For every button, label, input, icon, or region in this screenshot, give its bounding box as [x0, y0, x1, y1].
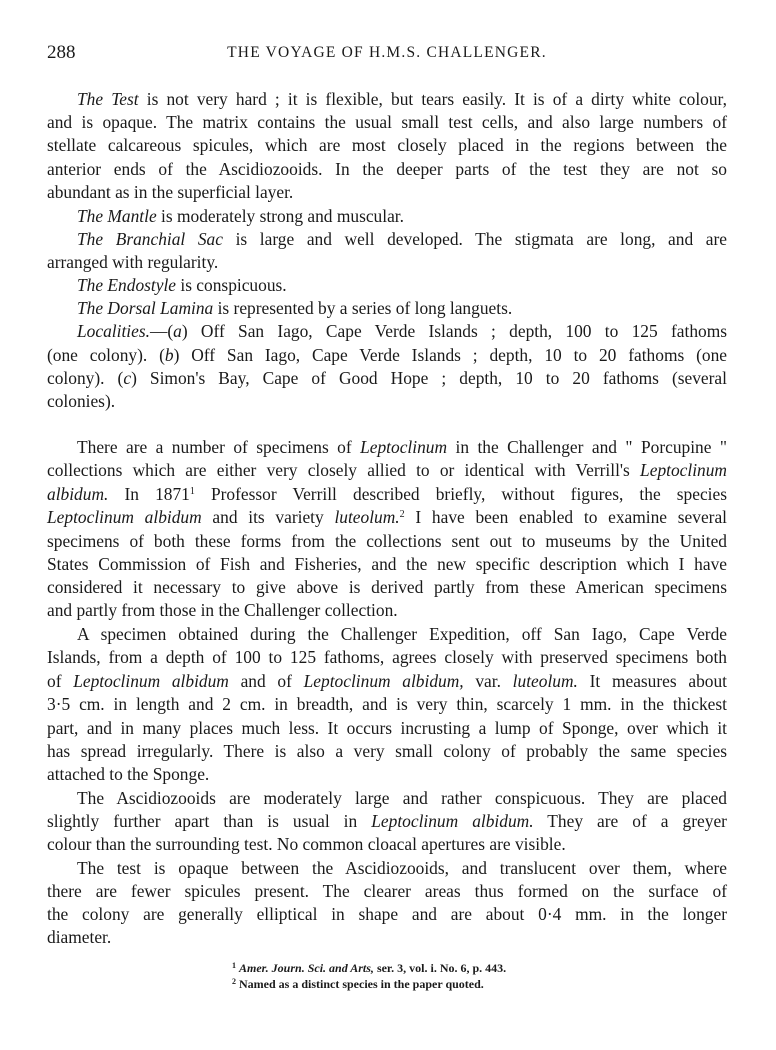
- p1-line-2: collections which are either very closely allied to or identical with Verrill's Leptoclinum: [47, 460, 727, 480]
- p1-line-3: albidum. In 1871$^1$ Professor Verrill described briefly, without figures, the species: [47, 484, 727, 504]
- p1-line-8: and partly from those in the Challenger collection.: [47, 600, 398, 620]
- localities-line-4: colonies).: [47, 391, 116, 411]
- branchial-heading: The Branchial Sac: [77, 229, 223, 249]
- dorsal-lamina-line: The Dorsal Lamina is represented by a series of long languets.: [77, 298, 513, 318]
- test-line-4: anterior ends of the Ascidiozooids. In the deeper parts of the test they are not so: [47, 159, 727, 179]
- p1-line-4: Leptoclinum albidum and its variety luteolum.$^2$ I have been enabled to examine several: [47, 507, 728, 527]
- p4-line-3: the colony are generally elliptical in shape and are about 0·4 mm. in the longer: [47, 904, 727, 924]
- p2-line-4: 3·5 cm. in length and 2 cm. in breadth, and is very thin, scarcely 1 mm. in the thickest: [47, 694, 727, 714]
- p3-line-2: slightly further apart than is usual in Leptoclinum albidum. They are of a greyer: [47, 811, 727, 831]
- p1-line-1: There are a number of specimens of Leptoclinum in the Challenger and " Porcupine ": [77, 437, 727, 457]
- p3-line-1: The Ascidiozooids are moderately large and rather conspicuous. They are placed: [77, 788, 727, 808]
- localities-line-2: (one colony). (b) Off San Iago, Cape Verde Islands ; depth, 10 to 20 fathoms (one: [47, 345, 728, 365]
- p2-line-2: Islands, from a depth of 100 to 125 fathoms, agrees closely with preserved specimens both: [47, 647, 727, 667]
- page-number: 288: [47, 42, 76, 63]
- localities-line-3: colony). (c) Simon's Bay, Cape of Good Hope ; depth, 10 to 20 fathoms (several: [47, 368, 727, 388]
- endostyle-line: The Endostyle is conspicuous.: [77, 275, 287, 295]
- p1-line-5: specimens of both these forms from the collections sent out to museums by the United: [47, 531, 727, 551]
- p2-line-7: attached to the Sponge.: [47, 764, 210, 784]
- p4-line-2: there are fewer spicules present. The clearer areas thus formed on the surface of: [47, 881, 727, 901]
- branchial-line-1: The Branchial Sac is large and well developed. The stigmata are long, and are: [77, 229, 727, 249]
- test-line-2: and is opaque. The matrix contains the usual small test cells, and also large numbers of: [47, 112, 727, 132]
- dorsal-lamina-heading: The Dorsal Lamina: [77, 298, 214, 318]
- test-line-1: The Test is not very hard ; it is flexible, but tears easily. It is of a dirty white colour,: [77, 89, 728, 109]
- footnote-1: $^1$ Amer. Journ. Sci. and Arts, ser. 3, vol. i. No. 6, p. 443.: [232, 961, 507, 975]
- mantle-line: The Mantle is moderately strong and muscular.: [77, 206, 404, 226]
- localities-heading: Localities.: [77, 321, 150, 341]
- running-title: THE VOYAGE OF H.M.S. CHALLENGER.: [227, 44, 547, 61]
- p3-line-3: colour than the surrounding test. No common cloacal apertures are visible.: [47, 834, 566, 854]
- footnote-2: $^2$ Named as a distinct species in the paper quoted.: [232, 977, 484, 991]
- p1-line-7: considered it necessary to give above is derived partly from these American specimens: [47, 577, 727, 597]
- p4-line-1: The test is opaque between the Ascidiozooids, and translucent over them, where: [77, 858, 727, 878]
- p4-line-4: diameter.: [47, 927, 112, 947]
- branchial-line-2: arranged with regularity.: [47, 252, 219, 272]
- mantle-heading: The Mantle: [77, 206, 157, 226]
- p2-line-5: part, and in many places much less. It occurs incrusting a lump of Sponge, over which it: [47, 718, 727, 738]
- p2-line-6: has spread irregularly. There is also a very small colony of probably the same species: [47, 741, 727, 761]
- p2-line-3: of Leptoclinum albidum and of Leptoclinum albidum, var. luteolum. It measures about: [47, 671, 727, 691]
- footnote-ref-2: 2: [399, 509, 405, 520]
- endostyle-heading: The Endostyle: [77, 275, 177, 295]
- p2-line-1: A specimen obtained during the Challenger Expedition, off San Iago, Cape Verde: [77, 624, 727, 644]
- test-line-3: stellate calcareous spicules, which are most closely placed in the regions between the: [47, 135, 727, 155]
- p1-line-6: States Commission of Fish and Fisheries, and the new specific description which I have: [47, 554, 727, 574]
- localities-line-1: Localities.—(a) Off San Iago, Cape Verde Islands ; depth, 100 to 125 fathoms: [77, 321, 727, 341]
- test-heading: The Test: [77, 89, 139, 109]
- page-header: [47, 42, 727, 70]
- footnote-ref-1: 1: [189, 486, 195, 497]
- test-line-5: abundant as in the superficial layer.: [47, 182, 294, 202]
